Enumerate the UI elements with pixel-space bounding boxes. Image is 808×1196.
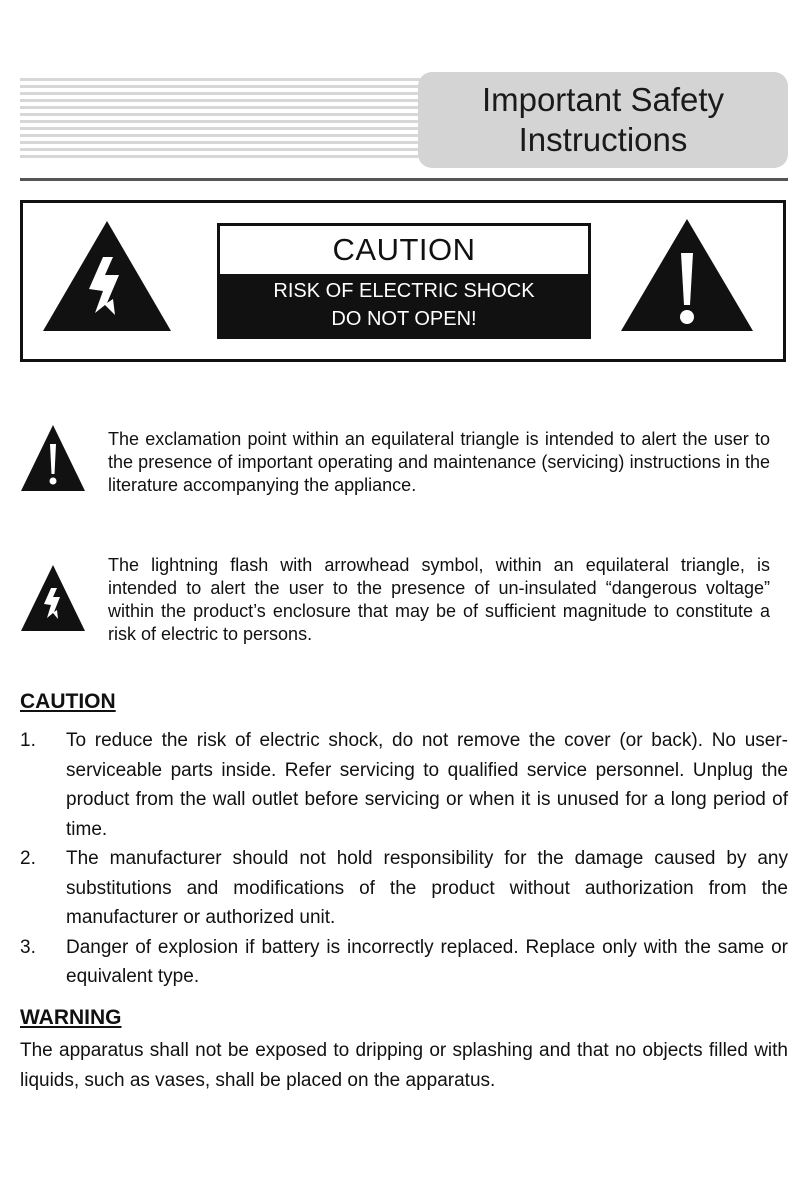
warning-text: The apparatus shall not be exposed to dripping or splashing and that no objects filled with liquids, such as vases, shall be placed on the apparatus. [20,1040,788,1091]
lightning-triangle-icon [20,564,86,632]
page-title [453,80,753,160]
symbol-explanation-exclamation [20,424,790,496]
symbol-description: The exclamation point within an equilateral triangle is intended to alert the user to the presence of important operating and maintenance (servicing) instructions in the literature accompanying the appliance. [108,429,770,495]
list-item [20,726,788,844]
list-item-number: 1. [20,730,36,751]
symbol-explanation-lightning [20,556,790,656]
list-item-number: 2. [20,848,36,869]
caution-label-heading: CAUTION [332,232,476,267]
caution-list [20,726,788,992]
list-item-text: The manufacturer should not hold responsibility for the damage caused by any substitutions and modifications of the product without authorization from the manufacturer or authorized unit. [66,848,788,928]
list-item [20,844,788,933]
list-item-number: 3. [20,936,36,958]
title-tab [418,72,788,168]
list-item [20,933,788,992]
caution-label-warning [220,274,588,336]
caution-heading: CAUTION [20,690,116,713]
caution-label-line2: DO NOT OPEN! [331,308,477,330]
title-rule [20,178,788,181]
caution-label-box [20,200,786,362]
list-item-text: Danger of explosion if battery is incorrectly replaced. Replace only with the same or equivalent type. [66,936,788,987]
exclamation-triangle-icon [20,424,86,492]
exclamation-triangle-icon [619,217,755,333]
list-item-text: To reduce the risk of electric shock, do not remove the cover (or back). No user-serviceable parts inside. Refer servicing to qualified service personnel. Unplug the product from the wall outlet before servicing or when it is unused for a long period of time. [66,730,788,840]
warning-heading: WARNING [20,1006,122,1029]
page-title-line2: Instructions [518,121,688,158]
lightning-triangle-icon [41,219,173,333]
caution-label-line1: RISK OF ELECTRIC SHOCK [273,280,535,302]
symbol-description: The lightning flash with arrowhead symbol, within an equilateral triangle, is intended to alert the user to the presence of un-insulated “dangerous voltage” within the product’s enclosure that may be of sufficient magnitude to constitute a risk of electric to persons. [108,555,770,644]
page-title-line1: Important Safety [481,81,725,118]
header-stripes [20,78,420,162]
caution-label [217,223,591,339]
